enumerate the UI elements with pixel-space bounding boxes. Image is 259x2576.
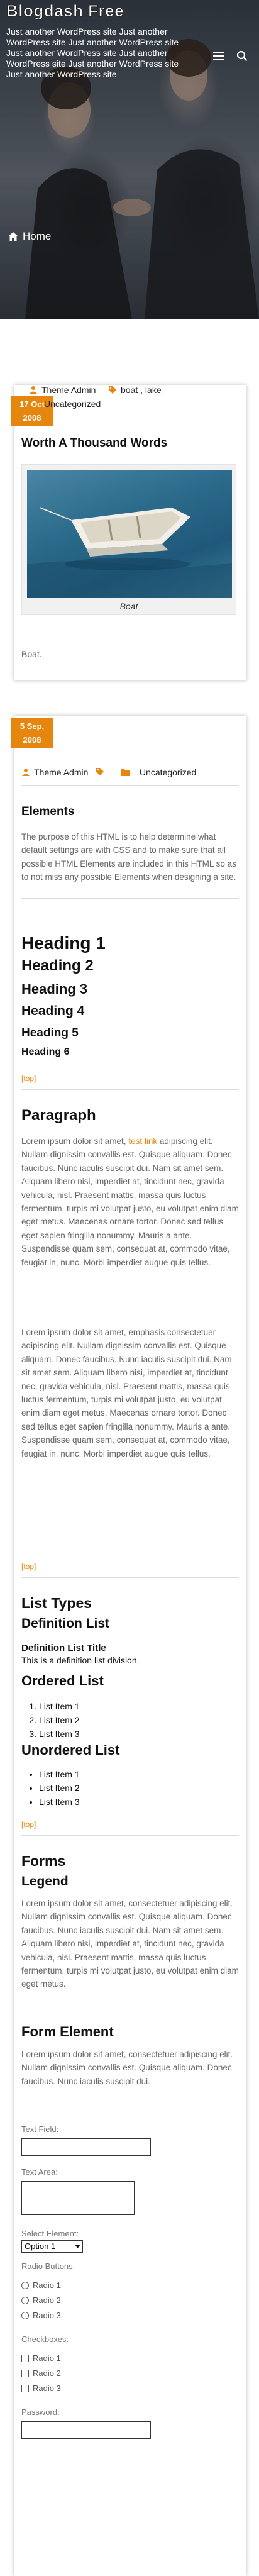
- heading-4: Heading 4: [21, 1004, 85, 1018]
- post-meta-tag: [96, 767, 104, 776]
- post-title[interactable]: Elements: [21, 805, 75, 818]
- tag-icon: [96, 767, 104, 776]
- definition-list-description: This is a definition list division.: [21, 1655, 140, 1665]
- post-meta-author: [29, 385, 96, 395]
- paragraph-heading: Paragraph: [21, 1107, 96, 1124]
- hero-banner: [0, 0, 259, 319]
- post-figure: [21, 464, 236, 615]
- heading-2: Heading 2: [21, 957, 94, 974]
- definition-list-title: Definition List Title: [21, 1643, 106, 1653]
- post-meta-category: [44, 399, 101, 409]
- breadcrumb: [8, 230, 51, 243]
- post-card-worth-a-thousand-words: [14, 385, 246, 680]
- post-author[interactable]: Theme Admin: [34, 767, 89, 777]
- checkbox-2[interactable]: Radio 2: [21, 2368, 61, 2378]
- test-link[interactable]: test link: [128, 1136, 158, 1146]
- text-field-input[interactable]: [21, 2138, 151, 2156]
- password-label: Password:: [21, 2407, 60, 2417]
- legend-heading: Legend: [21, 1874, 69, 1889]
- heading-3: Heading 3: [21, 981, 88, 997]
- user-icon: [21, 768, 30, 777]
- list-item: • List Item 3: [39, 1795, 239, 1809]
- breadcrumb-home[interactable]: Home: [23, 230, 52, 242]
- heading-6: Heading 6: [21, 1046, 70, 1057]
- select-element-label: Select Element:: [21, 2229, 79, 2238]
- ordered-list-heading: Ordered List: [21, 1673, 104, 1689]
- post-title[interactable]: Worth A Thousand Words: [21, 436, 168, 450]
- post-meta-category: [121, 767, 196, 777]
- text-area-label: Text Area:: [21, 2167, 58, 2177]
- legend-paragraph: Lorem ipsum dolor sit amet, consectetuer adipiscing elit. Nullam dignissim convallis est. Quisque aliquam. Donec faucibus. Nunc iaculis suscipit dui. Nam sit amet sem. Aliquam libero nisi, imperdiet at, tincidunt nec, gravida vehicula, nisl. Praesent mattis, massa quis luctus fermentum, turpis mi volutpat justo, eu volutpat enim diam eget metus.: [21, 1899, 239, 1989]
- checkbox-3[interactable]: Radio 3: [21, 2384, 61, 2393]
- folder-icon: [121, 768, 131, 777]
- unordered-list: [21, 1767, 239, 1809]
- definition-list-heading: Definition List: [21, 1616, 109, 1631]
- top-link[interactable]: [top]: [21, 1074, 36, 1083]
- site-title[interactable]: Blogdash Free: [6, 1, 124, 20]
- heading-5: Heading 5: [21, 1026, 79, 1040]
- list-item: 1. List Item 1: [39, 1699, 239, 1713]
- post-excerpt: Boat.: [21, 649, 42, 659]
- radio-3[interactable]: Radio 3: [21, 2311, 61, 2320]
- form-element-paragraph: Lorem ipsum dolor sit amet, consectetuer adipiscing elit. Nullam dignissim convallis est. Quisque aliquam. Donec faucibus. Nunc iaculis suscipit dui.: [21, 2050, 233, 2086]
- post-card-elements: [14, 716, 246, 2576]
- radio-buttons-label: Radio Buttons:: [21, 2262, 75, 2271]
- password-input[interactable]: [21, 2421, 151, 2439]
- post-date-badge: 17 Oct 2008: [11, 396, 53, 426]
- checkboxes-label: Checkboxes:: [21, 2334, 69, 2344]
- paragraph-2: Lorem ipsum dolor sit amet, emphasis consectetuer adipiscing elit. Nullam dignissim convallis est. Quisque aliquam. Donec faucibus. Nunc iaculis suscipit dui. Nam sit amet sem. Aliquam libero nisi, imperdiet at, tincidunt nec, gravida vehicula, nisl. Praesent mattis, massa quis luctus fermentum, turpis mi volutpat justo, eu volutpat enim diam eget metus. Maecenas ornare tortor. Donec sed tellus eget sapien fringilla nonummy. Mauris a ante. Suspendisse quam sem, consequat at, commodo vitae, feugiat in, nunc. Morbi imperdiet augue quis tellus.: [21, 1328, 232, 1458]
- chevron-down-icon: [75, 2245, 80, 2248]
- list-item: • List Item 1: [39, 1767, 239, 1781]
- radio-1[interactable]: Radio 1: [21, 2280, 61, 2290]
- post-category[interactable]: Uncategorized: [44, 399, 101, 409]
- boat-image: [27, 470, 232, 598]
- form-element-heading: Form Element: [21, 2024, 114, 2040]
- top-link[interactable]: [top]: [21, 1562, 36, 1571]
- intro-paragraph: The purpose of this HTML is to help determine what default settings are with CSS and to make sure that all possible HTML Elements are included in this HTML so as to not miss any possible Elements when designing a site.: [21, 832, 236, 882]
- post-date-badge: 5 Sep, 2008: [11, 718, 53, 748]
- site-description: Just another WordPress site Just another WordPress site Just another WordPress site Just another WordPress site Just another WordPress site Just another WordPress site Just another WordPress site: [6, 26, 179, 79]
- checkbox-1[interactable]: Radio 1: [21, 2353, 61, 2363]
- search-icon[interactable]: [236, 50, 248, 62]
- heading-1: Heading 1: [21, 933, 106, 953]
- post-meta-author: [21, 767, 88, 777]
- post-author[interactable]: Theme Admin: [41, 385, 96, 395]
- tag-icon: [108, 386, 117, 394]
- paragraph-1: Lorem ipsum dolor sit amet, test link adipiscing elit. Nullam dignissim convallis est. Quisque aliquam. Donec faucibus. Nunc iaculis suscipit dui. Nam sit amet sem. Aliquam libero nisi, imperdiet at, tincidunt nec, gravida vehicula, nisl. Praesent mattis, massa quis luctus fermentum, turpis mi volutpat justo, eu volutpat enim diam eget metus. Maecenas ornare tortor. Donec sed tellus eget sapien fringilla nonummy. Mauris a ante. Suspendisse quam sem, consequat at, commodo vitae, feugiat in, nunc. Morbi imperdiet augue quis tellus.: [21, 1136, 239, 1267]
- ordered-list: [21, 1699, 239, 1741]
- post-meta-tags: [108, 385, 162, 395]
- unordered-list-heading: Unordered List: [21, 1742, 120, 1758]
- list-types-heading: List Types: [21, 1595, 92, 1611]
- text-field-label: Text Field:: [21, 2124, 59, 2134]
- home-icon: [8, 231, 19, 242]
- forms-heading: Forms: [21, 1853, 66, 1869]
- menu-icon[interactable]: [213, 52, 224, 60]
- figure-caption: Boat: [119, 601, 138, 611]
- text-area-input[interactable]: [21, 2181, 135, 2215]
- list-item: 2. List Item 2: [39, 1713, 239, 1727]
- user-icon: [29, 386, 38, 394]
- post-tags[interactable]: boat , lake: [121, 385, 162, 395]
- list-item: 3. List Item 3: [39, 1727, 239, 1741]
- top-link[interactable]: [top]: [21, 1820, 36, 1829]
- select-element[interactable]: Option 1: [21, 2240, 83, 2253]
- radio-2[interactable]: Radio 2: [21, 2296, 61, 2305]
- list-item: • List Item 2: [39, 1781, 239, 1795]
- post-category[interactable]: Uncategorized: [140, 767, 197, 777]
